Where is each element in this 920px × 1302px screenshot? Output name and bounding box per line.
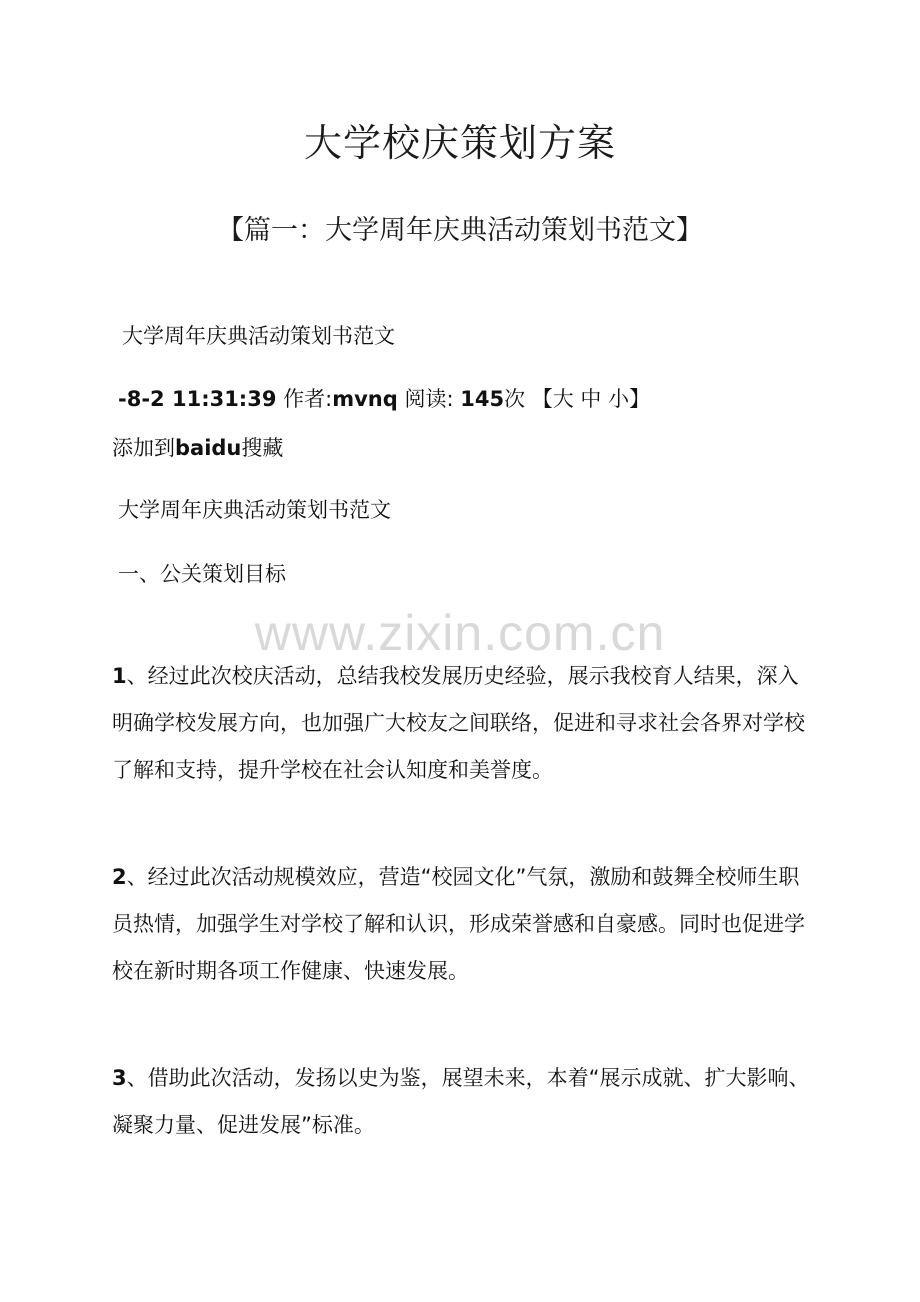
paragraph-number: 2 xyxy=(112,865,127,889)
paragraph-text: 、经过此次活动规模效应，营造“校园文化”气氛，激励和鼓舞全校师生职员热情，加强学生对学校了解和认识，形成荣誉感和自豪感。同时也促进学校在新时期各项工作健康、快速发展。 xyxy=(112,865,805,983)
section-heading: 一、公关策划目标 xyxy=(118,562,286,586)
meta-reads-count: 145 xyxy=(460,387,505,411)
bookmark-site: baidu xyxy=(175,436,242,460)
paragraph-1 xyxy=(112,653,812,794)
meta-line xyxy=(118,383,650,413)
paragraph-3 xyxy=(112,1055,812,1149)
document-title: 大学校庆策划方案 xyxy=(303,121,616,165)
header-line: 大学周年庆典活动策划书范文 xyxy=(122,324,395,348)
watermark-text: www.zixin.com.cn xyxy=(254,605,666,661)
bookmark-prefix: 添加到 xyxy=(112,436,175,460)
font-size-controls[interactable]: 【大 中 小】 xyxy=(531,387,651,411)
paragraph-text: 、经过此次校庆活动，总结我校发展历史经验，展示我校育人结果，深入明确学校发展方向，也加强广大校友之间联络，促进和寻求社会各界对学校了解和支持，提升学校在社会认知度和美誉度。 xyxy=(112,664,805,782)
meta-author: mvnq xyxy=(332,387,398,411)
paragraph-number: 1 xyxy=(112,664,127,688)
bookmark-suffix: 搜藏 xyxy=(241,436,284,460)
meta-reads-unit: 次 xyxy=(504,387,526,411)
paragraph-2 xyxy=(112,854,812,995)
meta-reads-label: 阅读: xyxy=(404,387,454,411)
paragraph-number: 3 xyxy=(112,1066,127,1090)
section-title-repeat: 大学周年庆典活动策划书范文 xyxy=(118,498,391,522)
paragraph-text: 、借助此次活动，发扬以史为鉴，展望未来，本着“展示成就、扩大影响、凝聚力量、促进发展”标准。 xyxy=(112,1066,810,1137)
meta-date-time: -8-2 11:31:39 xyxy=(118,387,277,411)
document-subtitle: 【篇一：大学周年庆典活动策划书范文】 xyxy=(217,215,703,246)
bookmark-link[interactable] xyxy=(112,432,283,462)
meta-author-label: 作者: xyxy=(283,387,333,411)
